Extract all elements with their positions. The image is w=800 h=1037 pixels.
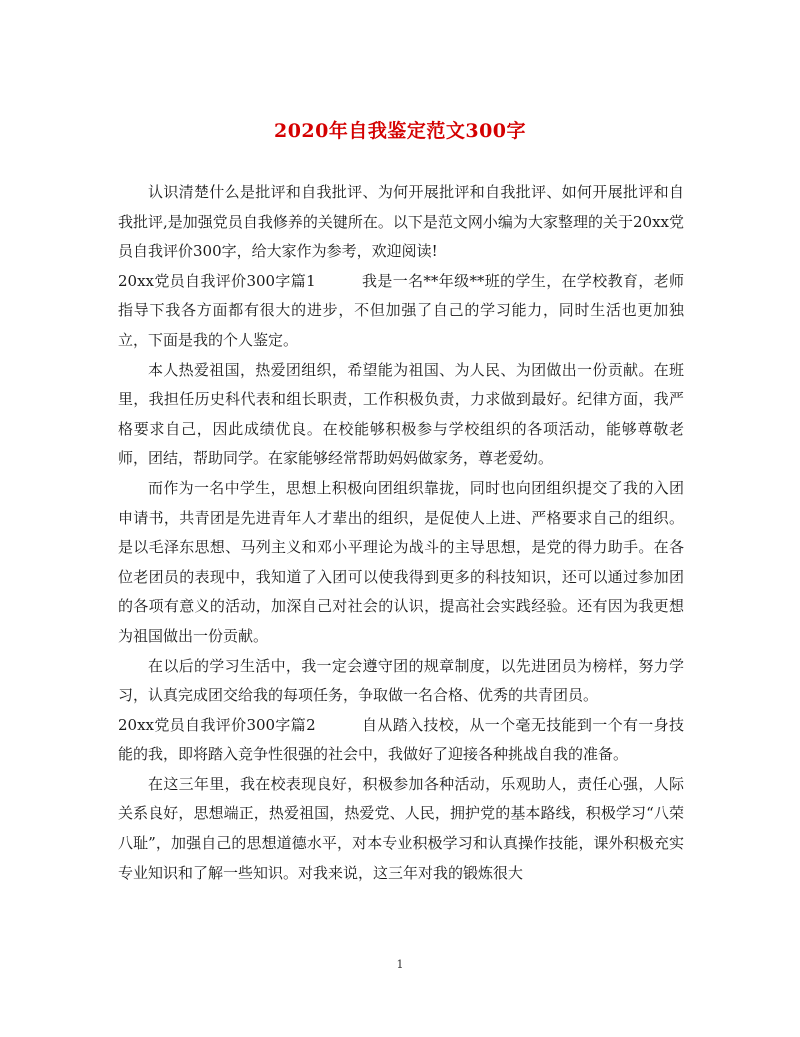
body-paragraph: 在这三年里，我在校表现良好，积极参加各种活动，乐观助人，责任心强，人际关系良好，思想端正，热爱祖国，热爱党、人民，拥护党的基本路线，积极学习“八荣八耻”，加强自己的思想道德水平，对本专业积极学习和认真操作技能，课外积极充实专业知识和了解一些知识。对我来说，这三年对我的锻炼很大 [118, 774, 684, 882]
page-title: 2020年自我鉴定范文300字 [273, 120, 527, 142]
body-paragraph: 而作为一名中学生，思想上积极向团组织靠拢，同时也向团组织提交了我的入团申请书，共青团是先进青年人才辈出的组织，是促使人上进、严格要求自己的组织。是以毛泽东思想、马列主义和邓小平理论为战斗的主导思想，是党的得力助手。在各位老团员的表现中，我知道了入团可以使我得到更多的科技知识，还可以通过参加团的各项有意义的活动，加深自己对社会的认识，提高社会实践经验。还有因为我更想为祖国做出一份贡献。 [118, 478, 684, 645]
page-number: 1 [396, 958, 404, 971]
document-body [118, 178, 684, 888]
section-2 [118, 711, 684, 770]
body-paragraph: 在以后的学习生活中，我一定会遵守团的规章制度，以先进团员为榜样，努力学习，认真完成团交给我的每项任务，争取做一名合格、优秀的共青团员。 [118, 656, 684, 705]
section-1 [118, 267, 684, 356]
section-1-text: 我是一名**年级**班的学生，在学校教育，老师指导下我各方面都有很大的进步，不但加强了自己的学习能力，同时生活也更加独立，下面是我的个人鉴定。 [118, 271, 684, 349]
intro-paragraph: 认识清楚什么是批评和自我批评、为何开展批评和自我批评、如何开展批评和自我批评,是加强党员自我修养的关键所在。以下是范文网小编为大家整理的关于20xx党员自我评价300字，给大家作为参考，欢迎阅读! [118, 183, 684, 261]
section-2-heading: 20xx党员自我评价300字篇2 [118, 715, 316, 734]
body-paragraph: 本人热爱祖国，热爱团组织，希望能为祖国、为人民、为团做出一份贡献。在班里，我担任历史科代表和组长职责，工作积极负责，力求做到最好。纪律方面，我严格要求自己，因此成绩优良。在校能够积极参与学校组织的各项活动，能够尊敬老师，团结，帮助同学。在家能够经常帮助妈妈做家务，尊老爱幼。 [118, 360, 684, 468]
section-1-heading: 20xx党员自我评价300字篇1 [118, 271, 316, 290]
section-2-text: 自从踏入技校，从一个毫无技能到一个有一身技能的我，即将踏入竞争性很强的社会中，我做好了迎接各种挑战自我的准备。 [118, 715, 684, 764]
